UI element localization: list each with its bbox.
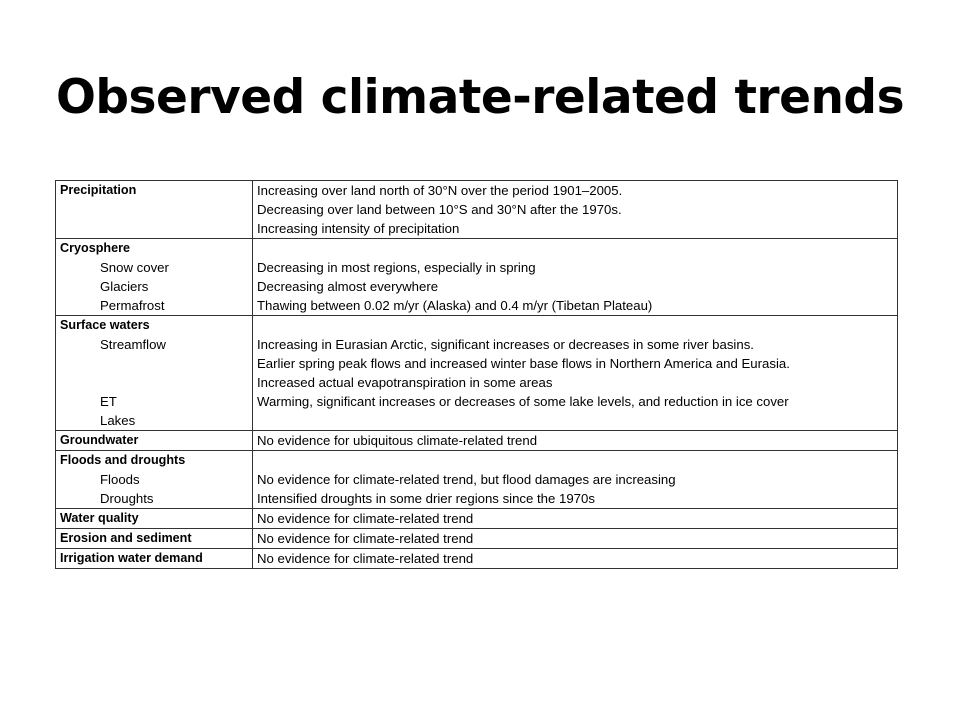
slide-title: Observed climate-related trends [55,70,905,125]
category-cell [56,239,253,316]
description-cell [253,509,898,529]
table-row-precipitation [56,181,898,239]
category-cell [56,181,253,239]
description-line: Increasing over land north of 30°N over the period 1901–2005. [257,183,623,198]
subcategory-label: Permafrost [100,298,165,313]
category-label: Irrigation water demand [60,551,203,565]
description-cell [253,316,898,431]
category-cell [56,549,253,569]
category-cell [56,529,253,549]
trends-table [55,180,898,569]
description-line: Increasing in Eurasian Arctic, significant increases or decreases in some river basins. [257,337,754,352]
description-cell [253,529,898,549]
description-line: Earlier spring peak flows and increased winter base flows in Northern America and Eurasia. [257,356,790,371]
category-label: Precipitation [60,183,137,197]
subcategory-label: Glaciers [100,279,149,294]
description-line: No evidence for climate-related trend [257,531,474,546]
description-cell [253,451,898,509]
subcategory-label: Droughts [100,491,154,506]
subcategory-label: Lakes [100,413,136,428]
category-cell [56,509,253,529]
description-line: No evidence for climate-related trend, but flood damages are increasing [257,472,676,487]
category-label: Groundwater [60,433,139,447]
description-cell [253,181,898,239]
category-cell [56,431,253,451]
category-label: Water quality [60,511,139,525]
description-cell [253,549,898,569]
table-row-irrigation [56,549,898,569]
table-row-surface-waters [56,316,898,431]
description-line: Decreasing in most regions, especially in spring [257,260,536,275]
description-cell [253,239,898,316]
description-line: Warming, significant increases or decreases of some lake levels, and reduction in ice cover [257,394,789,409]
category-label: Erosion and sediment [60,531,192,545]
category-cell [56,316,253,431]
description-line: Thawing between 0.02 m/yr (Alaska) and 0.4 m/yr (Tibetan Plateau) [257,298,653,313]
description-line: Decreasing almost everywhere [257,279,439,294]
table-row-erosion-sediment [56,529,898,549]
description-line: No evidence for ubiquitous climate-related trend [257,433,538,448]
category-label: Floods and droughts [60,453,186,467]
description-line: Increasing intensity of precipitation [257,221,460,236]
subcategory-label: Snow cover [100,260,169,275]
subcategory-label: ET [100,394,117,409]
description-line: Decreasing over land between 10°S and 30°N after the 1970s. [257,202,622,217]
category-cell [56,451,253,509]
description-line: No evidence for climate-related trend [257,511,474,526]
subcategory-label: Floods [100,472,140,487]
table-row-groundwater [56,431,898,451]
subcategory-label: Streamflow [100,337,166,352]
table-row-cryosphere [56,239,898,316]
description-cell [253,431,898,451]
description-line: Increased actual evapotranspiration in some areas [257,375,553,390]
category-label: Cryosphere [60,241,130,255]
description-line: No evidence for climate-related trend [257,551,474,566]
description-line: Intensified droughts in some drier regions since the 1970s [257,491,595,506]
table-row-floods-droughts [56,451,898,509]
table-row-water-quality [56,509,898,529]
category-label: Surface waters [60,318,150,332]
